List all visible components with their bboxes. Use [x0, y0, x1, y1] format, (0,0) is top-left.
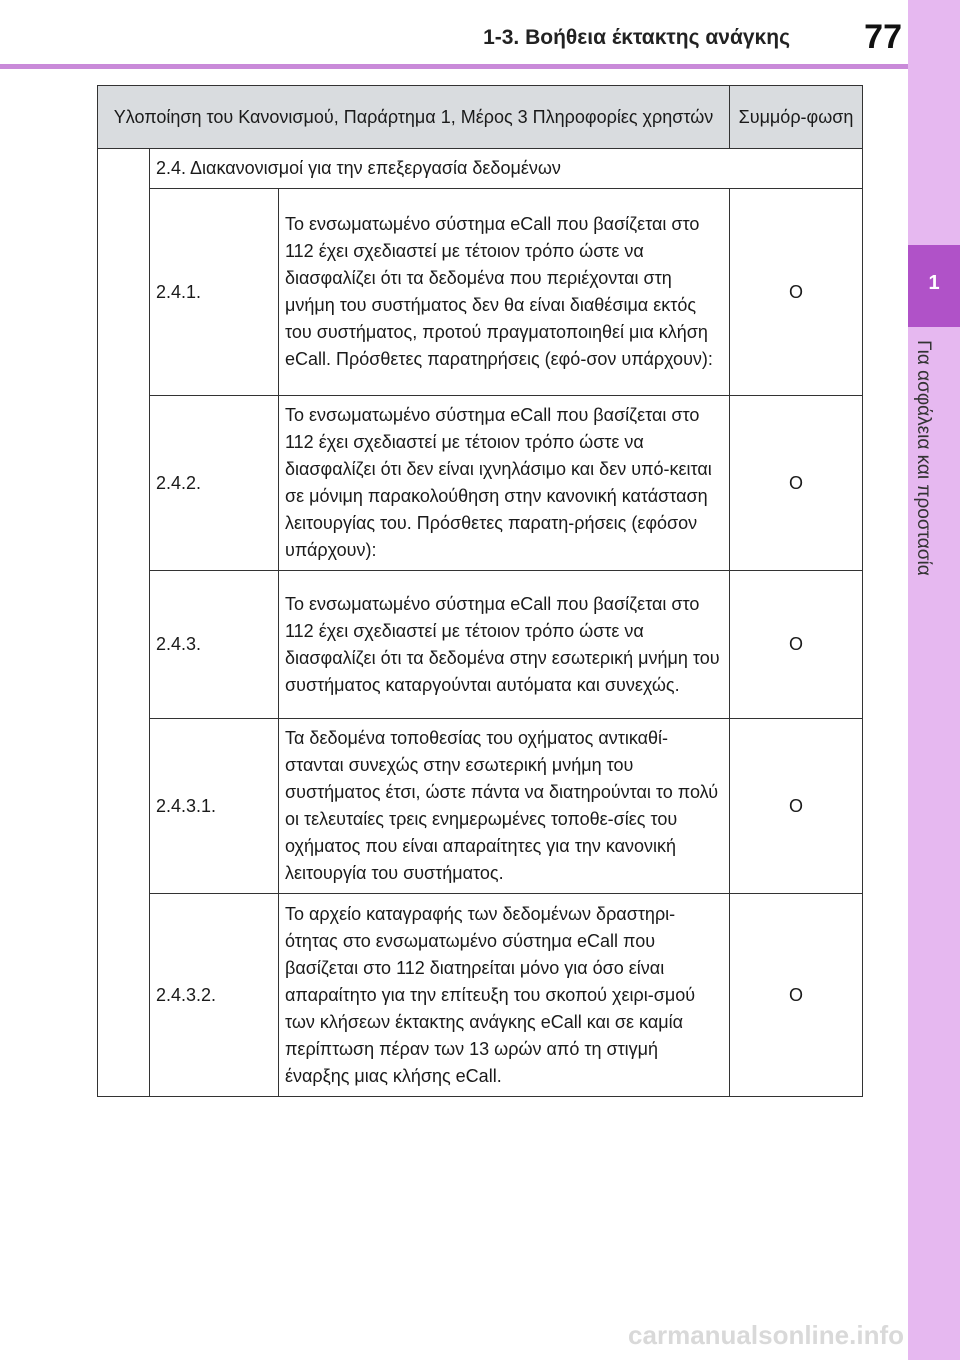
table-row: [98, 396, 863, 571]
section-cell: [98, 149, 150, 1097]
row-number: 2.4.3.: [150, 571, 279, 719]
row-conformity: O: [730, 719, 863, 894]
row-number: 2.4.1.: [150, 189, 279, 396]
row-number: 2.4.3.2.: [150, 894, 279, 1097]
row-text: Τα δεδομένα τοποθεσίας του οχήματος αντικαθί-στανται συνεχώς στην εσωτερική μνήμη του συστήματος έτσι, ώστε πάντα να διατηρούνται το πολύ οι τελευταίες τρεις ενημερωμένες τοποθε-σίες του οχήματος που είναι απαραίτητες για την κανονική λειτουργία του συστήματος.: [279, 719, 730, 894]
header-divider: [0, 64, 908, 69]
section-title: 1-3. Βοήθεια έκτακτης ανάγκης: [483, 26, 790, 49]
row-text: Το ενσωματωμένο σύστημα eCall που βασίζεται στο 112 έχει σχεδιαστεί με τέτοιον τρόπο ώστε να διασφαλίζει ότι τα δεδομένα στην εσωτερική μνήμη του συστήματος καταργούνται αυτόματα και συνεχώς.: [279, 571, 730, 719]
table-header-row: [98, 86, 863, 149]
row-conformity: O: [730, 396, 863, 571]
row-conformity: O: [730, 571, 863, 719]
watermark: carmanualsonline.info: [628, 1320, 904, 1350]
subsection-title: 2.4. Διακανονισμοί για την επεξεργασία δεδομένων: [150, 149, 863, 189]
table-row: [98, 149, 863, 189]
table-row: [98, 719, 863, 894]
row-conformity: O: [730, 189, 863, 396]
header-requirement: Υλοποίηση του Κανονισμού, Παράρτημα 1, Μέρος 3 Πληροφορίες χρηστών: [98, 86, 730, 149]
row-number: 2.4.3.1.: [150, 719, 279, 894]
row-number: 2.4.2.: [150, 396, 279, 571]
header-conformity: Συμμόρ-φωση: [730, 86, 863, 149]
row-conformity: O: [730, 894, 863, 1097]
row-text: Το αρχείο καταγραφής των δεδομένων δραστηρι-ότητας στο ενσωματωμένο σύστημα eCall που βασίζεται στο 112 διατηρείται μόνο για όσο είναι απαραίτητο για την επίτευξη του σκοπού χειρι-σμού των κλήσεων έκτακτης ανάγκης eCall και σε καμία περίπτωση πέραν των 13 ωρών από τη στιγμή έναρξης μιας κλήσης eCall.: [279, 894, 730, 1097]
row-text: Το ενσωματωμένο σύστημα eCall που βασίζεται στο 112 έχει σχεδιαστεί με τέτοιον τρόπο ώστε να διασφαλίζει ότι τα δεδομένα που περιέχονται στη μνήμη του συστήματος δεν θα είναι διαθέσιμα εκτός του συστήματος, προτού πραγματοποιηθεί μια κλήση eCall. Πρόσθετες παρατηρήσεις (εφό-σον υπάρχουν):: [279, 189, 730, 396]
chapter-side-tab: [908, 0, 960, 1360]
row-text: Το ενσωματωμένο σύστημα eCall που βασίζεται στο 112 έχει σχεδιαστεί με τέτοιον τρόπο ώστε να διασφαλίζει ότι δεν είναι ιχνηλάσιμο και δεν υπό-κειται σε μόνιμη παρακολούθηση στην κανονική κατάσταση λειτουργίας του. Πρόσθετες παρατη-ρήσεις (εφόσον υπάρχουν):: [279, 396, 730, 571]
chapter-number: 1: [928, 272, 940, 294]
table-row: [98, 571, 863, 719]
table-row: [98, 894, 863, 1097]
chapter-label: Για ασφάλεια και προστασία: [913, 340, 934, 576]
page-number: 77: [864, 18, 902, 56]
requirements-table: [97, 85, 863, 1097]
table-row: [98, 189, 863, 396]
